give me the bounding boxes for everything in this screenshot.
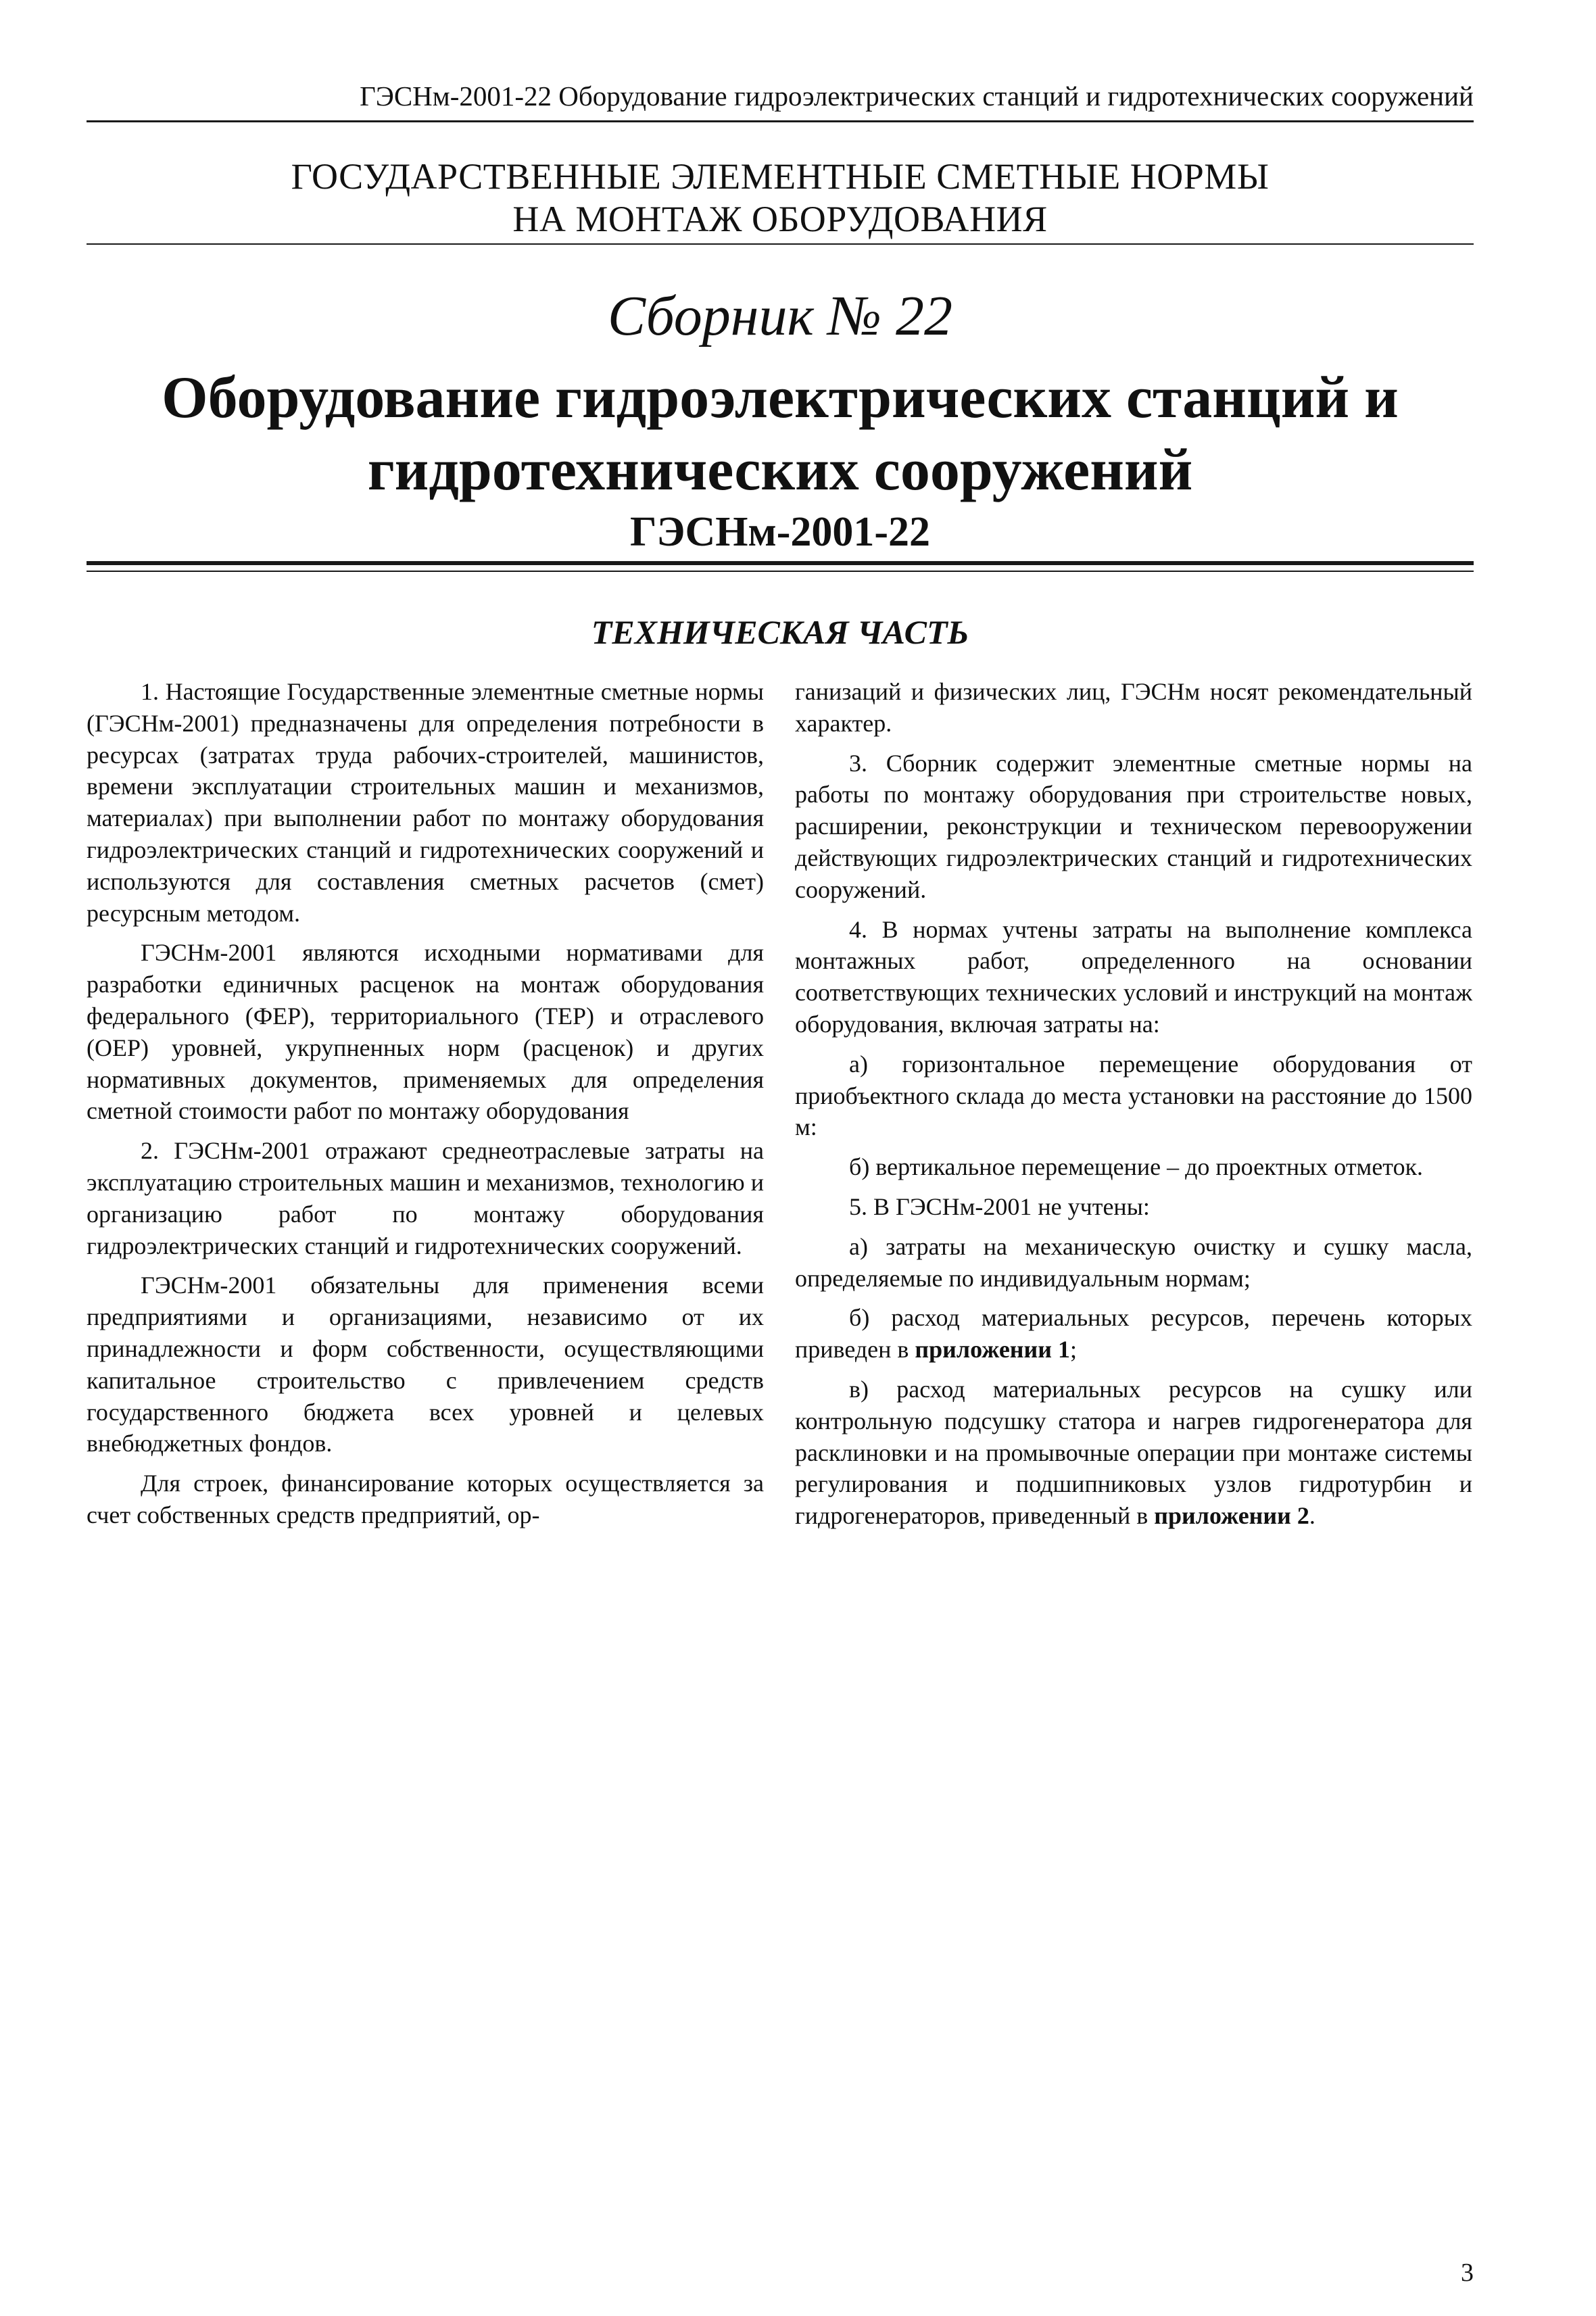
heading-rule [87,243,1474,245]
paragraph-2: 2. ГЭСНм-2001 отражают среднеотраслевые затраты на эксплуатацию строительных машин и механизмов, технологию и организацию работ по монтажу оборудования гидроэлектрических станций и гидротехнических сооружений. [87,1137,764,1259]
document-code: ГЭСНм-2001-22 [629,509,931,555]
item-c-text: в) расход материальных ресурсов на сушку или контрольную подсушку статора и нагрев гидрогенератора для расклиновки и на промывочные операции при монтаже системы регулирования и подшипниковых узлов гидротурбин и гидрогенераторов, приведенный в [795,1375,1472,1530]
collection-number: Сборник № 22 [608,285,952,347]
paragraph-4: 4. В нормах учтены затраты на выполнение комплекса монтажных работ, определенного на основании соответствующих технических условий и инструкций на монтаж оборудования, включая затраты на: [795,915,1472,1038]
right-text-column [795,676,1472,1540]
left-text-column [87,676,764,1539]
paragraph-2-continuation: ганизаций и физических лиц, ГЭСНм носят рекомендательный характер. [795,678,1472,737]
paragraph-5-item-c [795,1374,1472,1532]
item-c-end: . [1309,1502,1315,1530]
paragraph-1-continued: ГЭСНм-2001 являются исходными нормативами для разработки единичных расценок на монтаж оборудования федерального (ФЕР), территориального (ТЕР) и отраслевого (ОЕР) уровней, укрупненных норм (расценок) и других нормативных документов, применяемых для определения сметной стоимости работ по монтажу оборудования [87,939,764,1125]
paragraph-2-own-funds: Для строек, финансирование которых осуществляется за счет собственных средств предприятий, ор- [87,1470,764,1528]
paragraph-1: 1. Настоящие Государственные элементные сметные нормы (ГЭСНм-2001) предназначены для определения потребности в ресурсах (затратах труда рабочих-строителей, машинистов, времени эксплуатации строительных машин и механизмов, материалах) при выполнении работ по монтажу оборудования гидроэлектрических станций и гидротехнических сооружений и используются для составления сметных расчетов (смет) ресурсным методом. [87,678,764,927]
appendix-2-reference: приложении 2 [1154,1502,1309,1530]
running-header: ГЭСНм-2001-22 Оборудование гидроэлектрических станций и гидротехнических сооружений [360,80,1474,112]
item-b-text: б) расход материальных ресурсов, перечень которых приведен в [795,1304,1472,1364]
main-heading-line-2: НА МОНТАЖ ОБОРУДОВАНИЯ [512,199,1048,240]
document-main-heading [87,155,1474,241]
paragraph-5-item-a: а) затраты на механическую очистку и сушку масла, определяемые по индивидуальным нормам; [795,1232,1472,1292]
item-b-end: ; [1070,1336,1078,1364]
section-title: ТЕХНИЧЕСКАЯ ЧАСТЬ [591,613,969,651]
paragraph-4-item-b: б) вертикальное перемещение – до проектных отметок. [849,1153,1424,1181]
title-rule-bottom [87,571,1474,572]
page-number: 3 [1461,2259,1474,2287]
main-heading-line-1: ГОСУДАРСТВЕННЫЕ ЭЛЕМЕНТНЫЕ СМЕТНЫЕ НОРМЫ [291,156,1269,197]
collection-title [87,362,1474,507]
paragraph-4-item-a: а) горизонтальное перемещение оборудования от приобъектного склада до места установки на расстояние до 1500 м: [795,1050,1472,1141]
header-rule [87,120,1474,122]
paragraph-3: 3. Сборник содержит элементные сметные нормы на работы по монтажу оборудования при строительстве новых, расширении, реконструкции и техническом перевооружении действующих гидроэлектрических станций и гидротехнических сооружений. [795,749,1472,903]
paragraph-2-mandatory: ГЭСНм-2001 обязательны для применения всеми предприятиями и организациями, независимо от их принадлежности и форм собственности, осуществляющими капитальное строительство с привлечением средств государственного бюджета всех уровней и целевых внебюджетных фондов. [87,1272,764,1457]
paragraph-5-item-b [795,1302,1472,1366]
appendix-1-reference: приложении 1 [915,1336,1071,1364]
collection-title-line-1: Оборудование гидроэлектрических станций и [162,365,1399,431]
title-rule-top [87,561,1474,565]
paragraph-5: 5. В ГЭСНм-2001 не учтены: [849,1192,1150,1220]
collection-title-line-2: гидротехнических сооружений [367,437,1193,504]
